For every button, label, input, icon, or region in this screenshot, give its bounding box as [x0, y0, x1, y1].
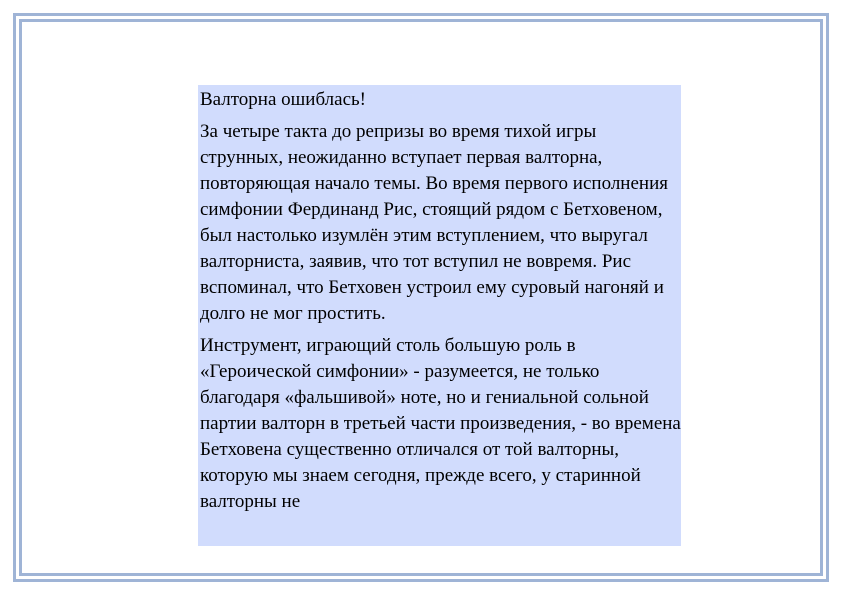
slide-title: Валторна ошиблась!: [200, 89, 366, 110]
paragraph-second: Инструмент, играющий столь большую роль в «Героической симфонии» - разумеется, не только благодаря «фальшивой» ноте, но и гениальной сольной партии валторн в третьей части произведения, - во времена Бетховена существенно отличался от той валторны, которую мы знаем сегодня, прежде всего, у старинной валторны не: [200, 335, 681, 512]
text-box: [198, 85, 681, 546]
paragraph-first: За четыре такта до репризы во время тихой игры струнных, неожиданно вступает первая валторна, повторяющая начало темы. Во время первого исполнения симфонии Фердинанд Рис, стоящий рядом с Бетховеном, был настолько изумлён этим вступлением, что выругал валторниста, заявив, что тот вступил не вовремя. Рис вспоминал, что Бетховен устроил ему суровый нагоняй и долго не мог простить.: [200, 121, 668, 324]
